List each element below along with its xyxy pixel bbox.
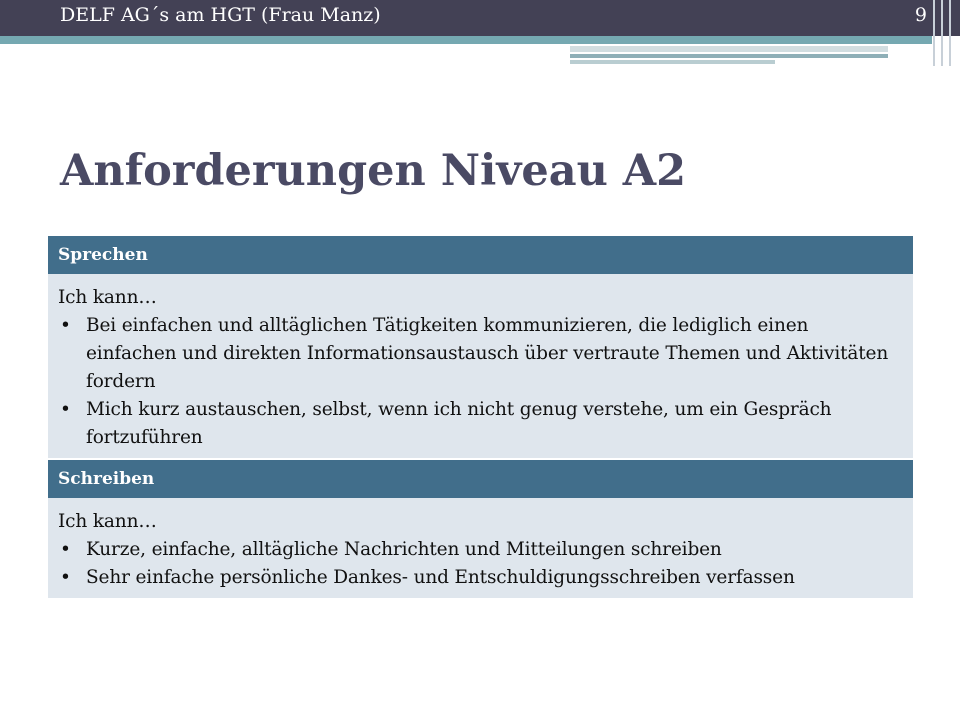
list-item: • Kurze, einfache, alltägliche Nachrichten und Mitteilungen schreiben (86, 536, 903, 564)
section-intro: Ich kann… (58, 287, 157, 308)
slide-number: 9 (914, 4, 927, 26)
divider-line (933, 0, 935, 66)
section-body-sprechen (48, 274, 913, 458)
bullet-list (58, 312, 903, 452)
accent-bar-short (570, 60, 775, 64)
section-intro: Ich kann… (58, 511, 157, 532)
divider-line (941, 0, 943, 66)
requirements-table (48, 236, 913, 598)
list-item: • Mich kurz austauschen, selbst, wenn ich nicht genug verstehe, um ein Gespräch fortzuführen (86, 396, 903, 452)
section-heading-sprechen: Sprechen (48, 236, 913, 274)
list-item: • Sehr einfache persönliche Dankes- und Entschuldigungsschreiben verfassen (86, 564, 903, 592)
bullet-list (58, 536, 903, 592)
list-item: • Bei einfachen und alltäglichen Tätigkeiten kommunizieren, die lediglich einen einfachen und direkten Informationsaustausch über vertraute Themen und Aktivitäten fordern (86, 312, 903, 396)
accent-bar (0, 36, 932, 44)
header-title: DELF AG´s am HGT (Frau Manz) (60, 4, 381, 26)
section-body-schreiben (48, 498, 913, 598)
section-heading-schreiben: Schreiben (48, 460, 913, 498)
accent-bar-mid (570, 54, 888, 58)
divider-line (949, 0, 951, 66)
accent-bar-light (570, 46, 888, 52)
page-title: Anforderungen Niveau A2 (60, 146, 687, 196)
